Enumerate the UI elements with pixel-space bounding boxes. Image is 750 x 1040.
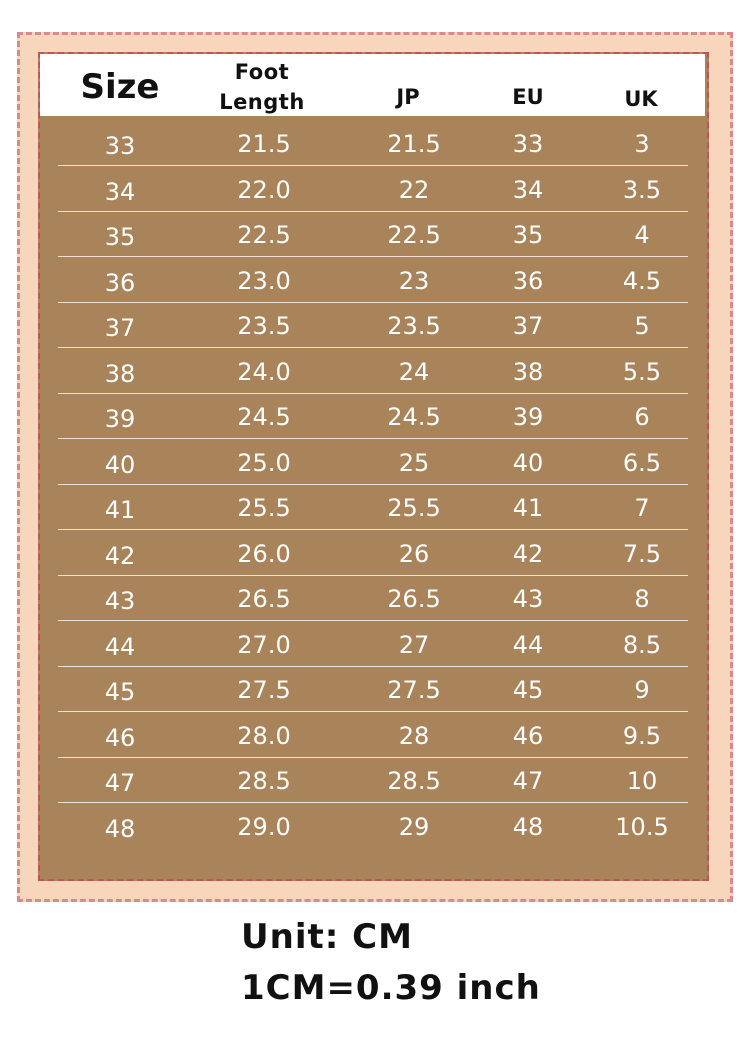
cell-eu: 38 (512, 357, 544, 386)
cell-jp: 24.5 (387, 403, 441, 431)
cell-uk: 10 (626, 767, 658, 795)
cell-size: 48 (104, 814, 136, 843)
cell-size: 47 (104, 769, 136, 797)
table-row (0, 757, 750, 803)
table-row (0, 439, 750, 485)
table-row (0, 621, 750, 667)
table-row (0, 666, 750, 712)
cell-eu: 45 (512, 676, 544, 704)
cell-size: 46 (104, 723, 136, 752)
cell-size: 44 (104, 632, 136, 661)
cell-uk: 8.5 (622, 630, 662, 659)
cell-size: 41 (104, 496, 136, 524)
cell-jp: 27.5 (387, 676, 441, 704)
cell-jp: 28.5 (387, 767, 441, 795)
cell-foot-length: 28.5 (237, 767, 291, 795)
cell-eu: 44 (512, 630, 544, 659)
table-row (0, 302, 750, 348)
cell-foot-length: 22.5 (237, 221, 291, 249)
cell-foot-length: 24.5 (237, 403, 291, 431)
cell-uk: 7.5 (622, 539, 662, 568)
cell-size: 36 (104, 268, 136, 297)
header-foot-line2: Length (219, 90, 305, 114)
table-row (0, 393, 750, 439)
cell-size: 34 (104, 177, 136, 206)
header-jp: JP (396, 85, 420, 109)
cell-jp: 26 (398, 539, 430, 568)
cell-jp: 25 (398, 448, 430, 477)
table-row (0, 348, 750, 394)
cell-jp: 22 (398, 175, 430, 204)
header-foot-length (200, 57, 324, 117)
table-row (0, 166, 750, 212)
table-row (0, 803, 750, 849)
cell-uk: 4 (634, 221, 650, 249)
cell-foot-length: 25.5 (237, 494, 291, 522)
table-row (0, 530, 750, 576)
cell-jp: 23 (398, 266, 430, 295)
cell-uk: 5.5 (622, 357, 662, 386)
cell-jp: 24 (398, 357, 430, 386)
cell-size: 42 (104, 541, 136, 570)
header-foot-line1: Foot (234, 60, 290, 84)
cell-eu: 47 (512, 767, 544, 795)
header-size: Size (80, 67, 160, 107)
cell-foot-length: 22.0 (237, 175, 291, 204)
cell-uk: 8 (634, 585, 650, 613)
cell-uk: 10.5 (615, 812, 669, 841)
cell-foot-length: 24.0 (237, 357, 291, 386)
cell-uk: 6 (634, 403, 650, 431)
cell-foot-length: 27.5 (237, 676, 291, 704)
cell-foot-length: 23.5 (237, 312, 291, 340)
cell-jp: 27 (398, 630, 430, 659)
cell-uk: 5 (634, 312, 650, 340)
header-eu: EU (512, 85, 544, 109)
cell-eu: 33 (512, 130, 544, 158)
cell-eu: 36 (512, 266, 544, 295)
cell-eu: 42 (512, 539, 544, 568)
cell-jp: 28 (398, 721, 430, 750)
unit-label: Unit: CM (241, 917, 413, 957)
cell-jp: 22.5 (387, 221, 441, 249)
table-row (0, 257, 750, 303)
table-row (0, 211, 750, 257)
cell-jp: 26.5 (387, 585, 441, 613)
cell-size: 37 (104, 314, 136, 342)
cell-eu: 40 (512, 448, 544, 477)
cell-size: 35 (104, 223, 136, 251)
cell-uk: 7 (634, 494, 650, 522)
cell-uk: 9 (634, 676, 650, 704)
cell-eu: 34 (512, 175, 544, 204)
table-row (0, 484, 750, 530)
cell-foot-length: 25.0 (237, 448, 291, 477)
cell-foot-length: 28.0 (237, 721, 291, 750)
cell-jp: 25.5 (387, 494, 441, 522)
cell-uk: 3 (634, 130, 650, 158)
cell-jp: 23.5 (387, 312, 441, 340)
cell-eu: 35 (512, 221, 544, 249)
cell-foot-length: 27.0 (237, 630, 291, 659)
cell-eu: 37 (512, 312, 544, 340)
cell-eu: 43 (512, 585, 544, 613)
cell-size: 43 (104, 587, 136, 615)
cell-jp: 21.5 (387, 130, 441, 158)
cell-uk: 4.5 (622, 266, 662, 295)
cell-uk: 6.5 (622, 448, 662, 477)
cell-size: 39 (104, 405, 136, 433)
conversion-label: 1CM=0.39 inch (241, 968, 541, 1008)
cell-size: 38 (104, 359, 136, 388)
cell-foot-length: 26.5 (237, 585, 291, 613)
cell-foot-length: 26.0 (237, 539, 291, 568)
cell-eu: 39 (512, 403, 544, 431)
table-row (0, 712, 750, 758)
cell-size: 33 (104, 132, 136, 160)
cell-uk: 9.5 (622, 721, 662, 750)
cell-eu: 48 (512, 812, 544, 841)
table-row (0, 575, 750, 621)
table-row (0, 120, 750, 166)
cell-foot-length: 21.5 (237, 130, 291, 158)
cell-eu: 41 (512, 494, 544, 522)
cell-foot-length: 23.0 (237, 266, 291, 295)
cell-foot-length: 29.0 (237, 812, 291, 841)
cell-size: 45 (104, 678, 136, 706)
cell-size: 40 (104, 450, 136, 479)
cell-uk: 3.5 (622, 175, 662, 204)
cell-jp: 29 (398, 812, 430, 841)
cell-eu: 46 (512, 721, 544, 750)
header-uk: UK (624, 87, 658, 111)
